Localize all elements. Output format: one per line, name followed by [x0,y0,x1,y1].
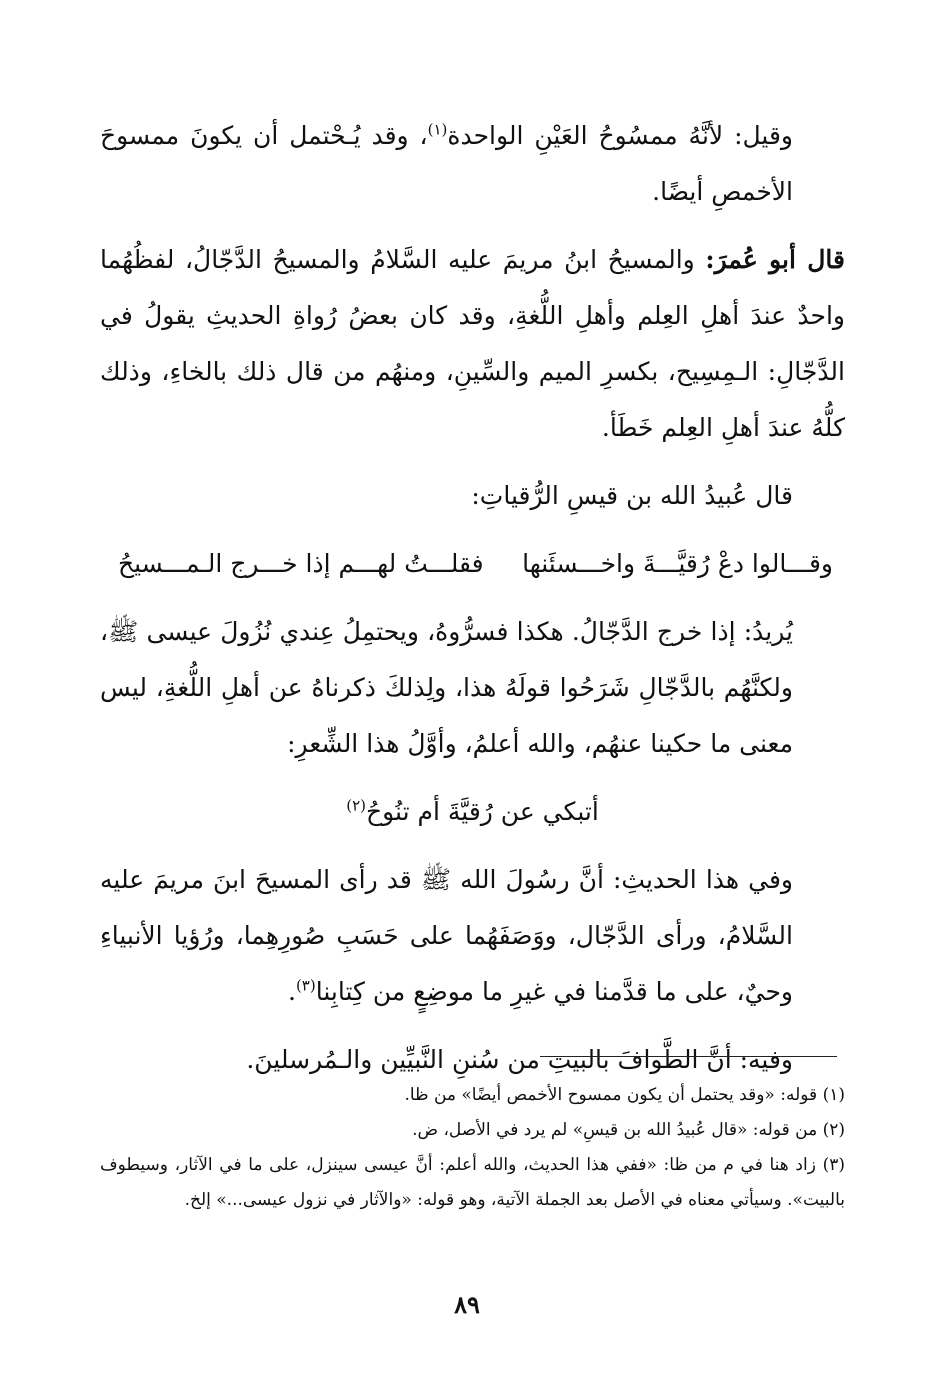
paragraph-3: قال عُبيدُ الله بن قيسِ الرُّقياتِ: [471,481,793,510]
paragraph-4: يُريدُ: إذا خرج الدَّجّالُ. هكذا فسرُّوهُ، ويحتمِلُ عِندي نُزُولَ عيسى ﷺ، ولكنَّهُم بالدَّجّالِ شَرَحُوا قولَهُ هذا، ولِذلكَ ذكرناهُ عن أهلِ اللُّغةِ، ليس معنى ما حكينا عنهُم، والله أعلمُ، وأوَّلُ هذا الشِّعرِ: [100,617,793,758]
verse-2-text: أتبكي عن رُقيَّةَ أم تنُوحُ [366,797,599,826]
footnote-ref-3: (٣) [295,976,316,995]
footnote-1: (١) قوله: «وقد يحتمل أن يكون ممسوح الأخمص أيضًا» من ظا. [404,1085,845,1105]
paragraph-1 [100,108,845,220]
paragraph-5-text-b: . [287,977,296,1006]
footnotes-section [100,1078,845,1218]
paragraph-1-text-a: وقيل: لأنَّهُ ممسُوحُ العَيْنِ الواحدة [447,121,793,150]
verse-1-second-hemistich: فقلـــتُ لهـــم إذا خـــرج الـمـــسيحُ [118,549,484,578]
paragraph-5-text-a: وفي هذا الحديثِ: أنَّ رسُولَ الله ﷺ قد رأى المسيحَ ابنَ مريمَ عليه السَّلامُ، ورأى الدَّجّال، ووَصَفَهُما على حَسَبِ صُورِهِما، ورُؤيا الأنبياءِ وحيٌ، على ما قدَّمنا في غيرِ ما موضِعٍ من كِتابِنا [100,865,793,1006]
paragraph-5 [100,852,845,1020]
footnote-2: (٢) من قوله: «قال عُبيدُ الله بن قيسِ» لم يرد في الأصل، ض. [412,1120,845,1140]
paragraph-2-text: والمسيحُ ابنُ مريمَ عليه السَّلامُ والمسيحُ الدَّجّالُ، لفظُهُما واحدٌ عندَ أهلِ العِلم وأهلِ اللُّغةِ، وقد كان بعضُ رُواةِ الحديثِ يقولُ في الدَّجّالِ: الـمِسِيح، بكسرِ الميم والسِّينِ، ومنهُم من قال ذلك بالخاءِ، وذلك كلُّهُ عندَ أهلِ العِلم خَطَأ. [100,245,845,442]
speaker-name: قال أبو عُمرَ: [705,245,845,274]
main-text-body [100,108,845,1100]
footnote-separator [540,1056,837,1057]
paragraph-2 [100,232,845,456]
verse-line-2 [100,784,845,840]
footnote-3: (٣) زاد هنا في م من ظا: «ففي هذا الحديث، والله أعلم: أنَّ عيسى سينزل، على ما في الآثار، وسيطوف بالبيت». وسيأتي معناه في الأصل بعد الجملة الآتية، وهو قوله: «والآثار في نزول عيسى...» إلخ. [100,1155,845,1210]
footnote-ref-1: (١) [427,120,448,139]
verse-line-1 [100,536,845,592]
paragraph-6: وفيه: أنَّ الطَّوافَ بالبيتِ من سُننِ النَّبيِّين والـمُرسلينَ. [246,1045,793,1074]
footnote-ref-2: (٢) [346,796,366,815]
paragraph-1-text-b: ، وقد يُـحْتمل أن يكونَ ممسوحَ الأخمصِ أيضًا. [100,121,793,206]
page-number: ٨٩ [454,1290,480,1319]
verse-1-first-hemistich: وقـــالوا دعْ رُقيَّـــةَ واخـــسئَنها [522,549,833,578]
